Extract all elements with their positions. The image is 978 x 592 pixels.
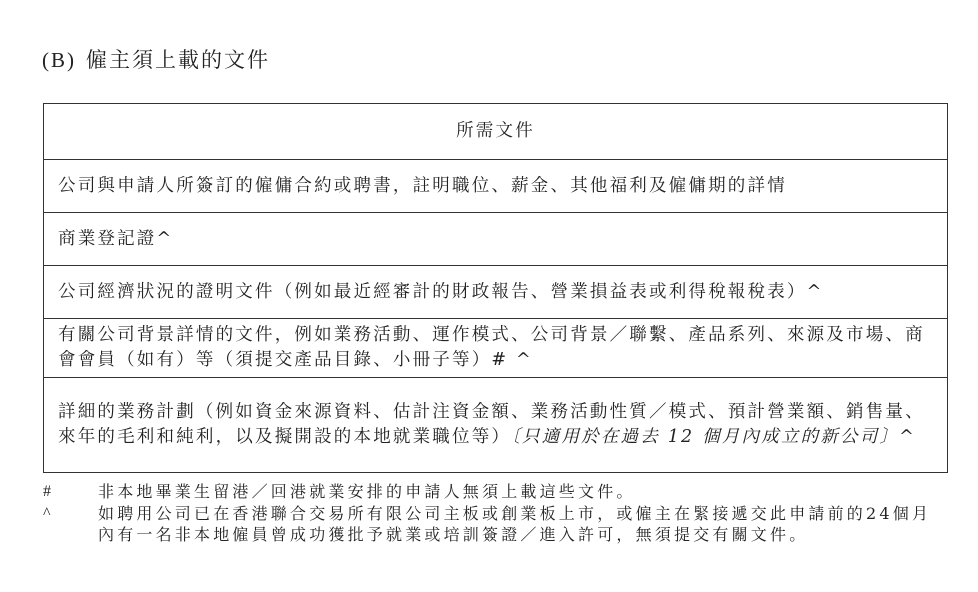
- footnote-caret: [43, 503, 943, 546]
- footnote-text: 非本地畢業生留港／回港就業安排的申請人無須上載這些文件。: [98, 482, 636, 501]
- caret-marker: ^: [899, 427, 917, 447]
- footnote-text: 如聘用公司已在香港聯合交易所有限公司主板或創業板上市，或僱主在緊接遞交此申請前的24個月內有一名非本地僱員曾成功獲批予就業或培訓簽證／進入許可，無須提交有關文件。: [98, 503, 932, 544]
- table-header: 所需文件: [44, 104, 948, 160]
- table-cell: 商業登記證^: [44, 213, 948, 266]
- section-heading: [42, 44, 270, 74]
- table-row: [44, 266, 948, 319]
- table-row: [44, 378, 948, 473]
- table-cell: [44, 378, 948, 473]
- table-row: [44, 160, 948, 213]
- table-row: [44, 319, 948, 378]
- required-documents-table: [43, 103, 948, 473]
- table-cell: 公司經濟狀況的證明文件（例如最近經審計的財政報告、營業損益表或利得稅報稅表）^: [44, 266, 948, 319]
- table-header-row: [44, 104, 948, 160]
- footnote-mark: #: [43, 483, 55, 500]
- table-cell-text: 詳細的業務計劃（例如資金來源資料、估計注資金額、業務活動性質／模式、預計營業額、銷售量、來年的毛利和純利，以及擬開設的本地就業職位等）: [58, 402, 925, 447]
- table-row: [44, 213, 948, 266]
- footnotes: [43, 481, 943, 546]
- section-title: 僱主須上載的文件: [86, 48, 270, 72]
- new-company-note: 〔只適用於在過去 12 個月內成立的新公司〕: [511, 427, 900, 447]
- footnote-hash: [43, 481, 943, 503]
- table-cell: 公司與申請人所簽訂的僱傭合約或聘書，註明職位、薪金、其他福利及僱傭期的詳情: [44, 160, 948, 213]
- table-cell: 有關公司背景詳情的文件，例如業務活動、運作模式、公司背景／聯繫、產品系列、來源及市場、商會會員（如有）等（須提交產品目錄、小冊子等）# ^: [44, 319, 948, 378]
- footnote-mark: ^: [43, 504, 54, 522]
- section-label: (B): [42, 48, 76, 72]
